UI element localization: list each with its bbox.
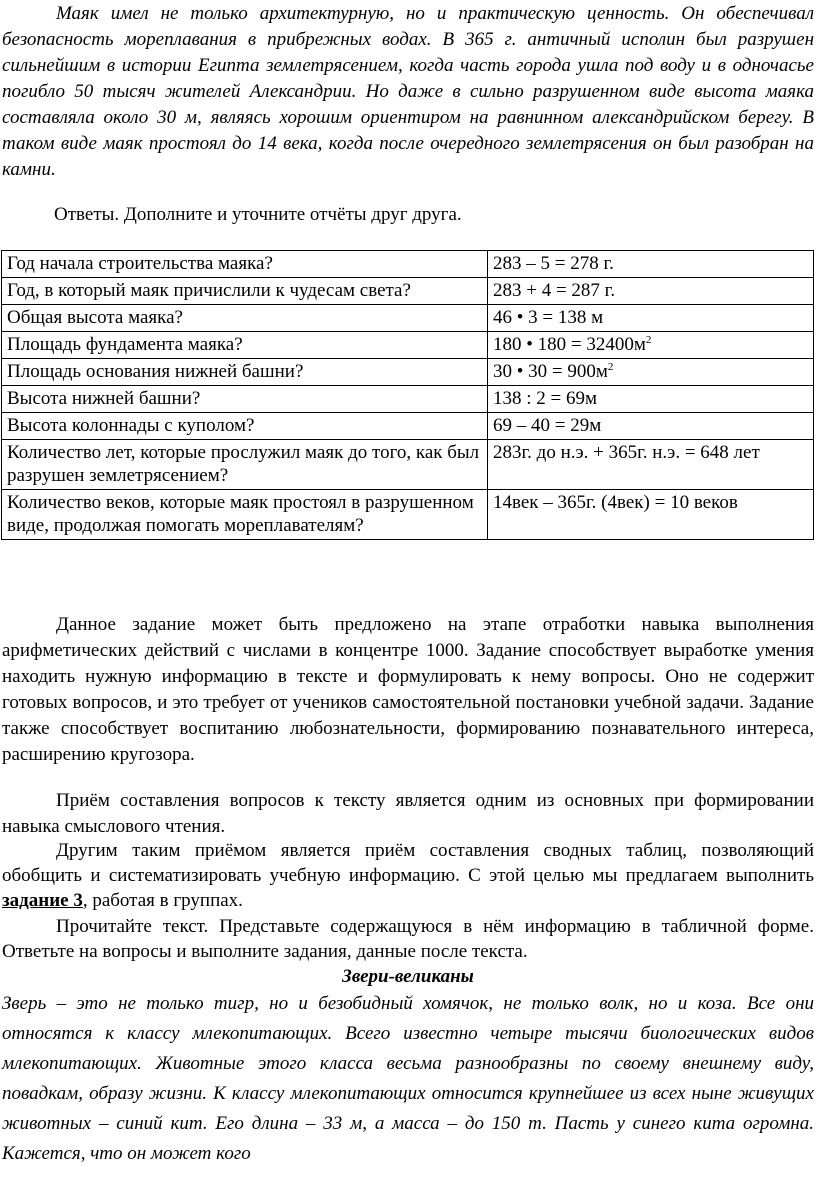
table-row xyxy=(2,251,814,278)
table-row xyxy=(2,278,814,305)
answer-text: 283 + 4 = 287 г. xyxy=(493,280,616,301)
answer-cell xyxy=(488,278,814,305)
task-3-reference: задание 3 xyxy=(2,890,83,911)
question-cell: Высота нижней башни? xyxy=(2,386,488,413)
answer-text: 138 : 2 = 69м xyxy=(493,388,598,409)
table-row xyxy=(2,359,814,386)
answer-text: 283г. до н.э. + 365г. н.э. = 648 лет xyxy=(493,442,760,463)
question-cell: Высота колоннады с куполом? xyxy=(2,413,488,440)
tables-paragraph-tail: , работая в группах. xyxy=(82,890,243,911)
answer-cell xyxy=(488,332,814,359)
story-title: Звери-великаны xyxy=(342,966,474,987)
read-instruction-paragraph: Прочитайте текст. Представьте содержащуюся в нём информацию в табличной форме. Ответьте на вопросы и выполните задания, данные после текста. xyxy=(2,916,814,962)
question-cell: Площадь фундамента маяка? xyxy=(2,332,488,359)
questions-paragraph: Приём составления вопросов к тексту является одним из основных при формировании навыка смыслового чтения. xyxy=(2,790,814,837)
task-description-paragraph: Данное задание может быть предложено на этапе отработки навыка выполнения арифметических действий с числами в концентре 1000. Задание способствует выработке умения находить нужную информацию в тексте и формулировать к нему вопросы. Оно не содержит готовых вопросов, и это требует от учеников самостоятельной постановки учебной задачи. Задание также способствует воспитанию любознательности, формированию познавательного интереса, расширению кругозора. xyxy=(2,614,814,765)
table-row xyxy=(2,440,814,490)
tables-paragraph xyxy=(2,838,814,913)
answer-text: 283 – 5 = 278 г. xyxy=(493,253,614,274)
answer-text: 14век – 365г. (4век) = 10 веков xyxy=(493,492,738,513)
answer-text: 30 • 30 = 900м xyxy=(493,361,608,382)
answer-superscript: 2 xyxy=(645,334,652,346)
answer-cell xyxy=(488,305,814,332)
table-row xyxy=(2,386,814,413)
story-paragraph: Зверь – это не только тигр, но и безобидный хомячок, не только волк, но и коза. Все они относятся к классу млекопитающих. Всего известно четыре тысячи биологических видов млекопитающих. Животные этого класса весьма разнообразны по своему внешнему виду, повадкам, образу жизни. К классу млекопитающих относится крупнейшее из всех ныне живущих животных – синий кит. Его длина – 33 м, а масса – до 150 т. Пасть у синего кита огромна. Кажется, что он может кого xyxy=(2,993,814,1164)
question-cell: Год, в который маяк причислили к чудесам света? xyxy=(2,278,488,305)
question-cell: Год начала строительства маяка? xyxy=(2,251,488,278)
answer-superscript: 2 xyxy=(607,361,614,373)
table-row xyxy=(2,413,814,440)
answer-cell xyxy=(488,386,814,413)
answer-cell xyxy=(488,359,814,386)
question-cell: Площадь основания нижней башни? xyxy=(2,359,488,386)
answer-text: 69 – 40 = 29м xyxy=(493,415,602,436)
answers-heading: Ответы. Дополните и уточните отчёты друг друга. xyxy=(54,204,462,225)
answer-text: 180 • 180 = 32400м xyxy=(493,334,646,355)
table-row xyxy=(2,332,814,359)
table-row xyxy=(2,305,814,332)
answer-cell xyxy=(488,251,814,278)
answer-cell xyxy=(488,413,814,440)
lighthouse-paragraph: Маяк имел не только архитектурную, но и практическую ценность. Он обеспечивал безопасность мореплавания в прибрежных водах. В 365 г. античный исполин был разрушен сильнейшим в истории Египта землетрясением, когда часть города ушла под воду и в одночасье погибло 50 тысяч жителей Александрии. Но даже в сильно разрушенном виде высота маяка составляла около 30 м, являясь хорошим ориентиром на равнинном александрийском берегу. В таком виде маяк простоял до 14 века, когда после очередного землетрясения он был разобран на камни. xyxy=(2,3,814,180)
question-cell: Общая высота маяка? xyxy=(2,305,488,332)
answer-text: 46 • 3 = 138 м xyxy=(493,307,604,328)
table-row xyxy=(2,490,814,540)
question-cell: Количество лет, которые прослужил маяк до того, как был разрушен землетрясением? xyxy=(2,440,488,490)
question-cell: Количество веков, которые маяк простоял в разрушенном виде, продолжая помогать мореплавателям? xyxy=(2,490,488,540)
tables-paragraph-text: Другим таким приёмом является приём составления сводных таблиц, позволяющий обобщить и систематизировать учебную информацию. С этой целью мы предлагаем выполнить xyxy=(2,840,814,886)
answer-cell xyxy=(488,440,814,490)
answers-table xyxy=(1,250,814,540)
answer-cell xyxy=(488,490,814,540)
